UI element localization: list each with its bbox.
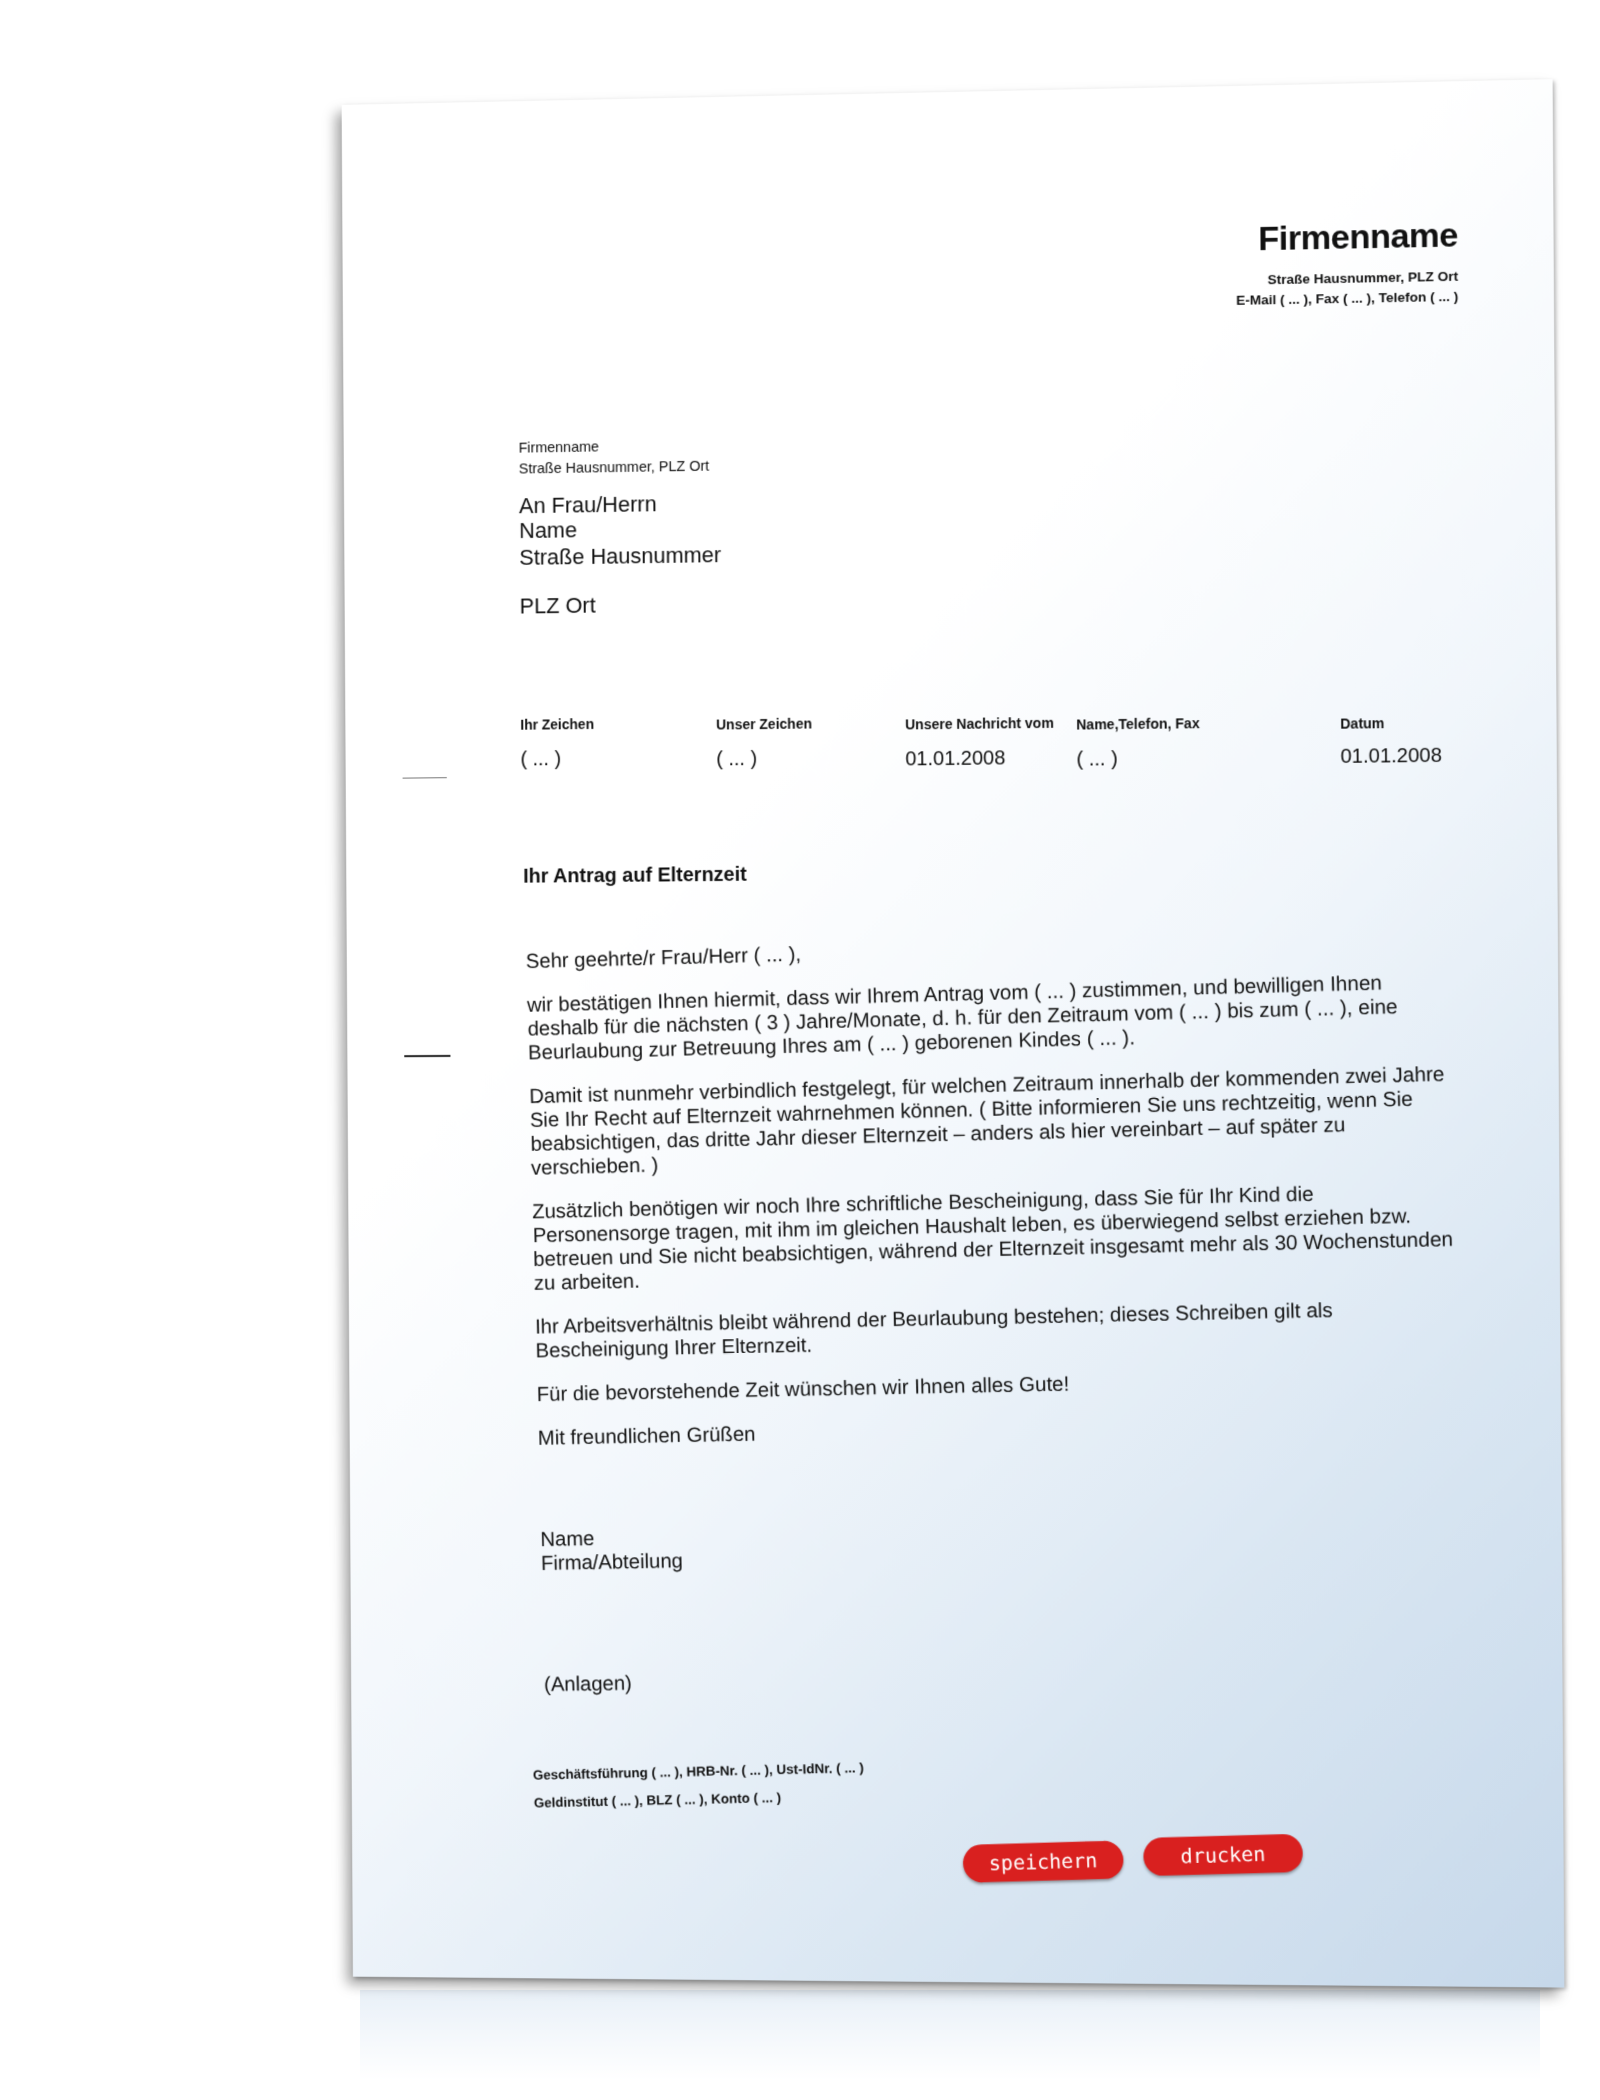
closing: Mit freundlichen Grüßen	[537, 1422, 756, 1450]
unser-zeichen-label: Unser Zeichen	[716, 715, 813, 733]
kontakt-value: ( ... )	[1076, 748, 1118, 771]
fold-mark-top	[403, 777, 447, 778]
paragraph-5: Für die bevorstehende Zeit wünschen wir Ihnen alles Gute!	[536, 1372, 1070, 1407]
letterhead-contact: E-Mail ( ... ), Fax ( ... ), Telefon ( ... )	[1236, 288, 1459, 308]
recipient-salutation: An Frau/Herrn	[518, 491, 657, 519]
paragraph-2: Damit ist nunmehr verbindlich festgelegt, für welchen Zeitraum innerhalb der kommenden zwei Jahre Sie Ihr Recht auf Elternzeit wahrnehmen können. ( Bitte informieren Sie uns rechtzeitig, wenn Sie beabsichtigen, das dritte Jahr dieser Elternzeit – anders als hier vereinbart – auf später zu verschieben. )	[529, 1062, 1445, 1180]
page-reflection	[360, 1990, 1540, 2080]
recipient-street: Straße Hausnummer	[519, 542, 722, 570]
sender-company: Firmenname	[518, 439, 600, 457]
attachments-space	[542, 1581, 1465, 1674]
nachricht-label: Unsere Nachricht vom	[905, 714, 1054, 733]
unser-zeichen-value: ( ... )	[716, 748, 758, 771]
recipient-city: PLZ Ort	[519, 592, 596, 619]
signature-name: Name	[540, 1527, 595, 1552]
letterhead-street: Straße Hausnummer, PLZ Ort	[1267, 268, 1459, 288]
ihr-zeichen-value: ( ... )	[520, 748, 562, 771]
letter-subject: Ihr Antrag auf Elternzeit	[523, 863, 747, 888]
nachricht-value: 01.01.2008	[905, 747, 1006, 771]
paragraph-1: wir bestätigen Ihnen hiermit, dass wir Ihrem Antrag vom ( ... ) zustimmen, und bewilligen Ihnen deshalb für die nächsten ( 3 ) Jahre/Monate, d. h. für den Zeitraum vom ( ... ) bis zum ( ... ), eine Beurlaubung zur Betreuung Ihres am ( ... ) geborenen Kindes ( ... ).	[526, 971, 1398, 1065]
letterhead-company: Firmenname	[1258, 216, 1459, 259]
print-button[interactable]: drucken	[1143, 1834, 1304, 1877]
recipient-name: Name	[519, 517, 578, 544]
save-button[interactable]: speichern	[962, 1840, 1124, 1883]
fold-mark-middle	[404, 1055, 450, 1057]
sender-street: Straße Hausnummer, PLZ Ort	[518, 458, 710, 478]
paragraph-3: Zusätzlich benötigen wir noch Ihre schriftliche Bescheinigung, dass Sie für Ihr Kind die Personensorge tragen, mit ihm im gleichen Haushalt leben, es überwiegend selbst erziehen bzw. betreuen und Sie nicht beabsichtigen, während der Elternzeit insgesamt mehr als 30 Wochenstunden zu arbeiten.	[531, 1182, 1454, 1295]
letter-body	[526, 925, 1465, 1697]
attachments: (Anlagen)	[543, 1671, 633, 1697]
ihr-zeichen-label: Ihr Zeichen	[520, 715, 595, 733]
datum-value: 01.01.2008	[1340, 744, 1443, 768]
letter-page	[342, 79, 1565, 1987]
paragraph-4: Ihr Arbeitsverhältnis bleibt während der Beurlaubung bestehen; dieses Schreiben gilt als Bescheinigung Ihrer Elternzeit.	[534, 1298, 1334, 1363]
signature-department: Firma/Abteilung	[540, 1549, 684, 1575]
letter-footer	[533, 1754, 866, 1817]
greeting: Sehr geehrte/r Frau/Herr ( ... ),	[525, 942, 802, 974]
kontakt-label: Name,Telefon, Fax	[1076, 715, 1200, 733]
datum-label: Datum	[1340, 715, 1385, 732]
footer-line-2: Geldinstitut ( ... ), BLZ ( ... ), Konto ( ... )	[533, 1790, 782, 1811]
footer-line-1: Geschäftsführung ( ... ), HRB-Nr. ( ... ), Ust-IdNr. ( ... )	[532, 1760, 864, 1783]
